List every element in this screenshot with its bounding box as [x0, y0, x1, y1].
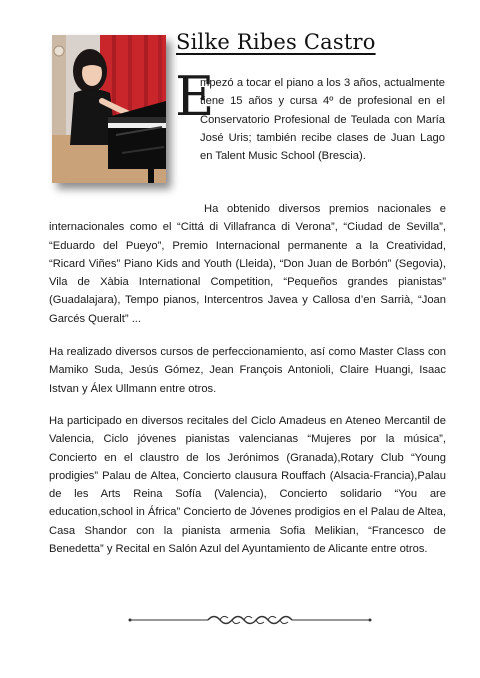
- courses-paragraph: Ha realizado diversos cursos de perfeccionamiento, así como Master Class con Mamiko Suda, Jesús Gómez, Jean François Antonioli, Claire Huangi, Isaac Istvan y Álex Ullmann entre otros.: [49, 346, 446, 395]
- awards-paragraph: Ha obtenido diversos premios nacionales e internacionales como el “Cittá di Villafranca di Verona”, “Ciudad de Sevilla”, “Eduardo del Pueyo”, Premio Internacional permanente a la Creatividad, “Ricard Viñes” Piano Kids and Youth (Lleida), “Don Juan de Borbón” (Segovia), Vila de Xàbia International Competition, “Pequeños grandes pianistas” (Guadalajara), Tempo pianos, Intercentros Javea y Callosa d’en Sarrià, “Joan Garcés Queralt” ...: [49, 203, 446, 325]
- drop-cap: E: [175, 65, 215, 128]
- recitals-paragraph: Ha participado en diversos recitales del Ciclo Amadeus en Ateneo Mercantil de Valencia, Ciclo jóvenes pianistas valencianas “Mujeres por la música”, Concierto en el claustro de los Jerónimos (Granada),Rotary Club “Young prodigies” Palau de Altea, Concierto clausura Rouffach (Alsacia-Francia),Palau de les Arts Reina Sofía (Valencia), Concierto solidario “You are education,school in África” Concierto de Jóvenes prodigios en el Palau de Altea, Casa Shandor con la pianista armenia Sofia Melikian, “Francesco de Benedetta” y Recital en Salón Azul del Ayuntamiento de Alicante entre otros.: [49, 415, 446, 556]
- pianist-photo-icon: [52, 35, 166, 183]
- intro-paragraph: mpezó a tocar el piano a los 3 años, actualmente tiene 15 años y cursa 4º de profesional en el Conservatorio Profesional de Teulada con María José Uris; también recibe clases de Juan Lago en Talent Music School (Brescia).: [200, 77, 445, 163]
- page-title: Silke Ribes Castro: [176, 30, 376, 54]
- scroll-ornament-icon: [128, 610, 372, 630]
- pianist-photo: [52, 35, 166, 183]
